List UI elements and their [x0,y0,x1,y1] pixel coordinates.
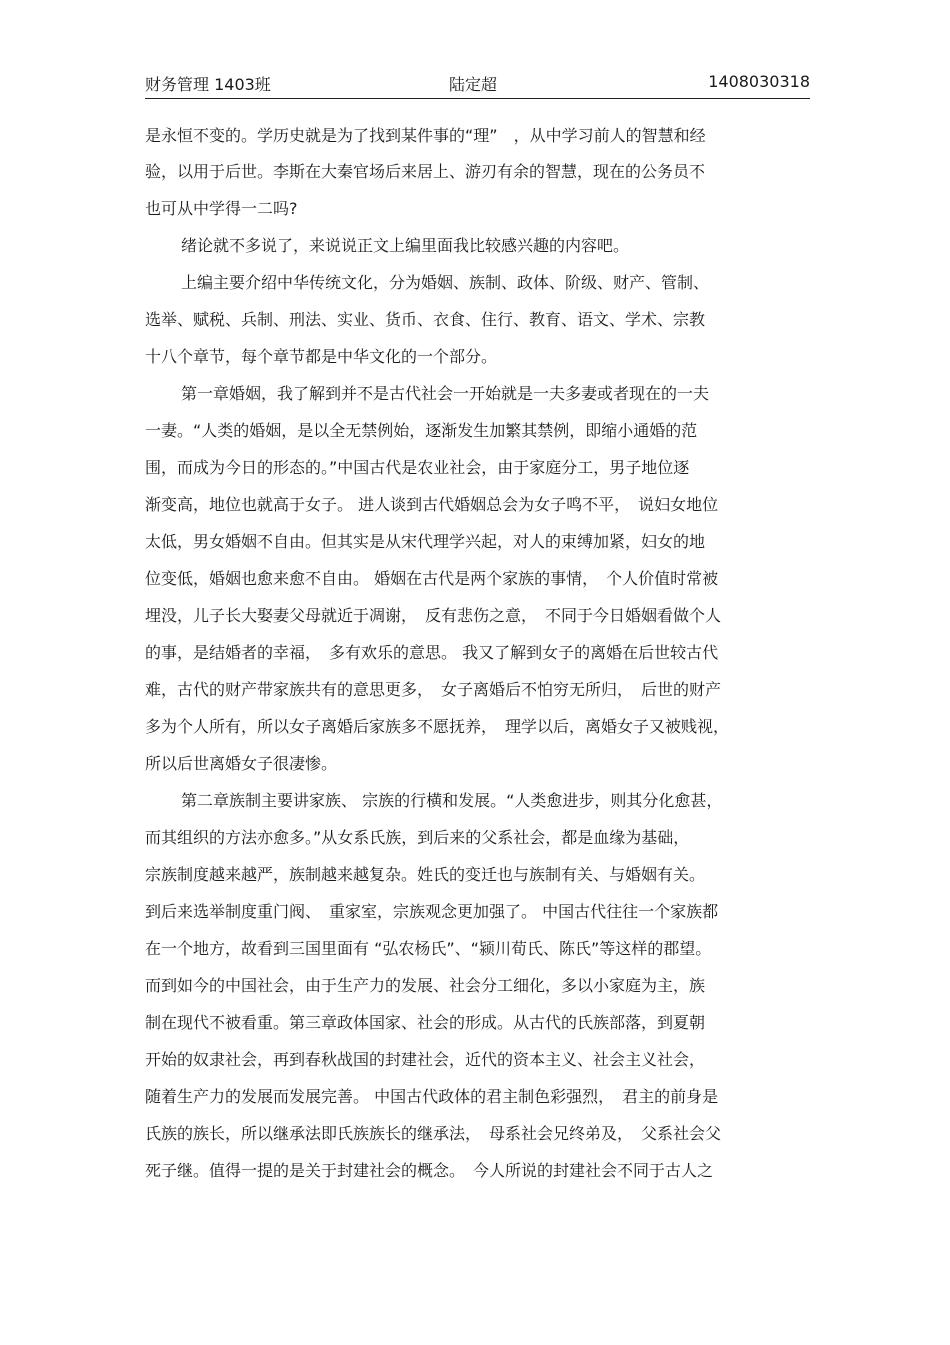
text-line: 开始的奴隶社会，再到春秋战国的封建社会，近代的资本主义、社会主义社会， [145,1050,706,1069]
text-line: 第二章族制主要讲家族、 宗族的行横和发展。“人类愈进步，则其分化愈甚， [181,791,723,810]
text-line: 而其组织的方法亦愈多。”从女系氏族，到后来的父系社会，都是血缘为基础， [145,828,690,847]
text-line: 绪论就不多说了，来说说正文上编里面我比较感兴趣的内容吧。 [181,236,630,255]
text-line: 选举、赋税、兵制、刑法、实业、货币、衣食、住行、教育、语文、学术、宗教 [145,310,706,329]
header-student-id: 1408030318 [708,72,810,91]
text-line: 位变低，婚姻也愈来愈不自由。 婚姻在古代是两个家族的事情， 个人价值时常被 [145,569,719,588]
text-line: 而到如今的中国社会，由于生产力的发展、社会分工细化，多以小家庭为主，族 [145,976,706,995]
text-line: 埋没，儿子长大娶妻父母就近于凋谢， 反有悲伤之意， 不同于今日婚姻看做个人 [145,606,722,625]
text-line: 所以后世离婚女子很凄惨。 [145,754,338,773]
text-line: 制在现代不被看重。第三章政体国家、社会的形成。从古代的氏族部落，到夏朝 [145,1013,706,1032]
text-line: 围，而成为今日的形态的。”中国古代是农业社会，由于家庭分工，男子地位逐 [145,458,690,477]
header-class: 财务管理 1403班 [145,75,271,94]
text-line: 的事，是结婚者的幸福， 多有欢乐的意思。 我又了解到女子的离婚在后世较古代 [145,643,719,662]
text-line: 是永恒不变的。学历史就是为了找到某件事的“理” ，从中学习前人的智慧和经 [145,126,706,145]
page-header [145,70,810,99]
text-line: 第一章婚姻，我了解到并不是古代社会一开始就是一夫多妻或者现在的一夫 [181,384,710,403]
text-line: 渐变高，地位也就高于女子。 进人谈到古代婚姻总会为女子鸣不平， 说妇女地位 [145,495,719,514]
text-line: 在一个地方，故看到三国里面有 “弘农杨氏”、“颍川荀氏、陈氏”等这样的郡望。 [145,939,712,958]
text-line: 宗族制度越来越严，族制越来越复杂。姓氏的变迁也与族制有关、与婚姻有关。 [145,865,706,884]
text-line: 验，以用于后世。李斯在大秦官场后来居上、游刃有余的智慧，现在的公务员不 [145,162,706,181]
text-line: 死子继。值得一提的是关于封建社会的概念。 今人所说的封建社会不同于古人之 [145,1161,714,1180]
text-line: 十八个章节，每个章节都是中华文化的一个部分。 [145,347,498,366]
text-line: 随着生产力的发展而发展完善。 中国古代政体的君主制色彩强烈， 君主的前身是 [145,1087,719,1106]
text-line: 多为个人所有，所以女子离婚后家族多不愿抚养， 理学以后，离婚女子又被贱视， [145,717,730,736]
header-name: 陆定超 [449,75,498,94]
text-line: 上编主要介绍中华传统文化，分为婚姻、族制、政体、阶级、财产、管制、 [181,273,710,292]
text-line: 氏族的族长，所以继承法即氏族族长的继承法， 母系社会兄终弟及， 父系社会父 [145,1124,722,1143]
text-line: 一妻。“人类的婚姻，是以全无禁例始，逐渐发生加繁其禁例，即缩小通婚的范 [145,421,698,440]
text-line: 太低，男女婚姻不自由。但其实是从宋代理学兴起，对人的束缚加紧，妇女的地 [145,532,706,551]
text-line: 也可从中学得一二吗? [145,199,298,218]
text-line: 到后来选举制度重门阀、 重家室，宗族观念更加强了。 中国古代往往一个家族都 [145,902,719,921]
text-line: 难，古代的财产带家族共有的意思更多， 女子离婚后不怕穷无所归， 后世的财产 [145,680,722,699]
